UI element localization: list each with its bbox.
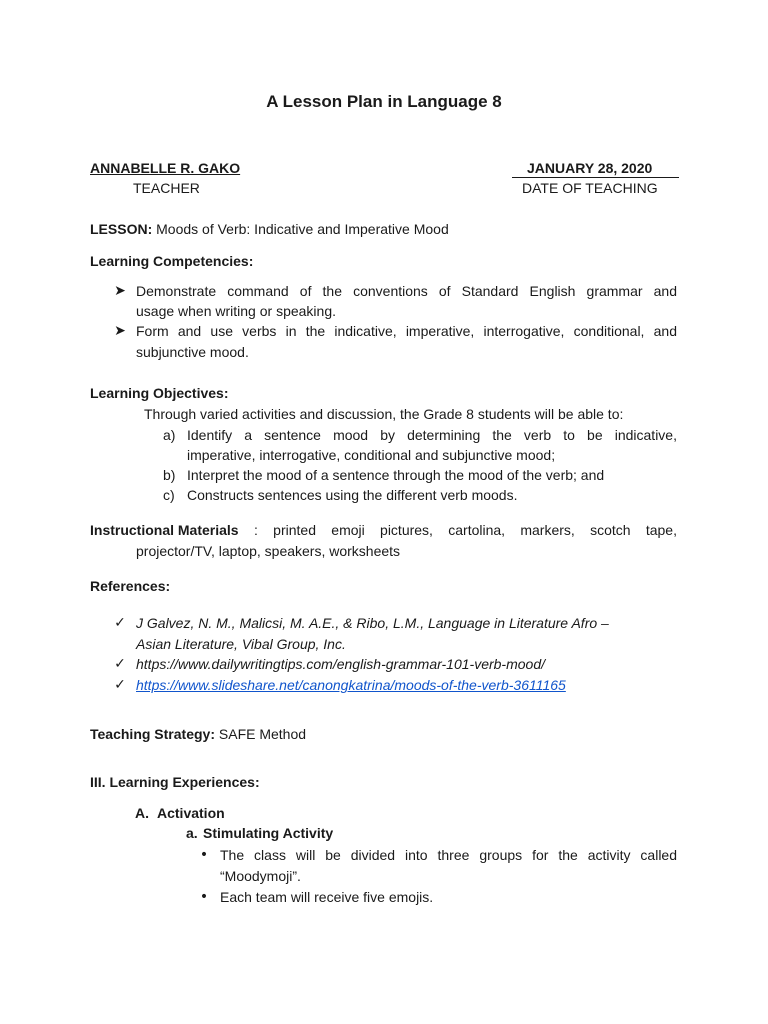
objective-a-line-2: imperative, interrogative, conditional and subjunctive mood;: [187, 447, 556, 463]
page-title: A Lesson Plan in Language 8: [266, 92, 502, 111]
competency-2-line-1: Form and use verbs in the indicative, imperative, interrogative, conditional, and: [136, 323, 677, 339]
objective-a-marker: a): [163, 427, 176, 443]
materials-line-1: [90, 521, 677, 539]
objective-a-line-1: Identify a sentence mood by determining the verb to be indicative,: [187, 427, 677, 443]
objective-c-line-1: Constructs sentences using the different verb moods.: [187, 487, 518, 503]
objective-b-marker: b): [163, 467, 176, 483]
lesson-text: Moods of Verb: Indicative and Imperative Mood: [156, 221, 449, 237]
subsection-a-marker: a.: [186, 825, 198, 841]
experience-bullet-1-line-1: The class will be divided into three groups for the activity called: [220, 847, 677, 863]
reference-1-line-2: Asian Literature, Vibal Group, Inc.: [136, 636, 346, 652]
subsection-a-label: Stimulating Activity: [203, 825, 334, 841]
dot-bullet-icon: •: [199, 847, 209, 863]
reference-3-link[interactable]: https://www.slideshare.net/canongkatrina/moods-of-the-verb-3611165: [136, 677, 566, 693]
reference-1-line-1: J Galvez, N. M., Malicsi, M. A.E., & Ribo, L.M., Language in Literature Afro –: [136, 615, 609, 631]
experience-bullet-2-line-1: Each team will receive five emojis.: [220, 889, 434, 905]
competency-1-line-1: Demonstrate command of the conventions of Standard English grammar and: [136, 283, 677, 299]
materials-label-text: Instructional Materials: [90, 522, 239, 538]
dot-bullet-icon: •: [199, 889, 209, 905]
strategy-label: Teaching Strategy:: [90, 726, 215, 742]
objective-c-marker: c): [163, 487, 175, 503]
strategy-line: [90, 725, 306, 743]
objectives-intro: Through varied activities and discussion, the Grade 8 students will be able to:: [144, 406, 624, 422]
competencies-heading: Learning Competencies:: [90, 253, 254, 269]
section-a-label: Activation: [157, 805, 225, 821]
experiences-heading: III. Learning Experiences:: [90, 774, 260, 790]
checkmark-bullet-icon: ✓: [114, 677, 126, 693]
materials-label: [90, 521, 254, 539]
objective-b-line-1: Interpret the mood of a sentence through the mood of the verb; and: [187, 467, 605, 483]
reference-2-url: https://www.dailywritingtips.com/english-grammar-101-verb-mood/: [136, 656, 546, 672]
materials-line-2: projector/TV, laptop, speakers, worksheets: [136, 543, 401, 559]
checkmark-bullet-icon: ✓: [114, 656, 126, 672]
competency-2-line-2: subjunctive mood.: [136, 344, 249, 360]
experience-bullet-1-line-2: “Moodymoji”.: [220, 868, 301, 884]
date-value: JANUARY 28, 2020: [527, 160, 653, 176]
date-label: DATE OF TEACHING: [522, 180, 658, 196]
lesson-label: LESSON:: [90, 221, 153, 237]
references-heading: References:: [90, 578, 171, 594]
section-a-marker: A.: [135, 805, 149, 821]
teacher-label: TEACHER: [133, 180, 200, 196]
checkmark-bullet-icon: ✓: [114, 615, 126, 631]
date-underline: [512, 177, 679, 178]
arrowhead-bullet-icon: ➤: [114, 323, 126, 339]
teacher-name: ANNABELLE R. GAKO: [90, 160, 241, 176]
arrowhead-bullet-icon: ➤: [114, 283, 126, 299]
lesson-line: [90, 220, 449, 238]
strategy-text: SAFE Method: [218, 726, 307, 742]
objectives-heading: Learning Objectives:: [90, 385, 229, 401]
competency-1-line-2: usage when writing or speaking.: [136, 303, 337, 319]
materials-text: : printed emoji pictures, cartolina, markers, scotch tape,: [254, 522, 677, 538]
